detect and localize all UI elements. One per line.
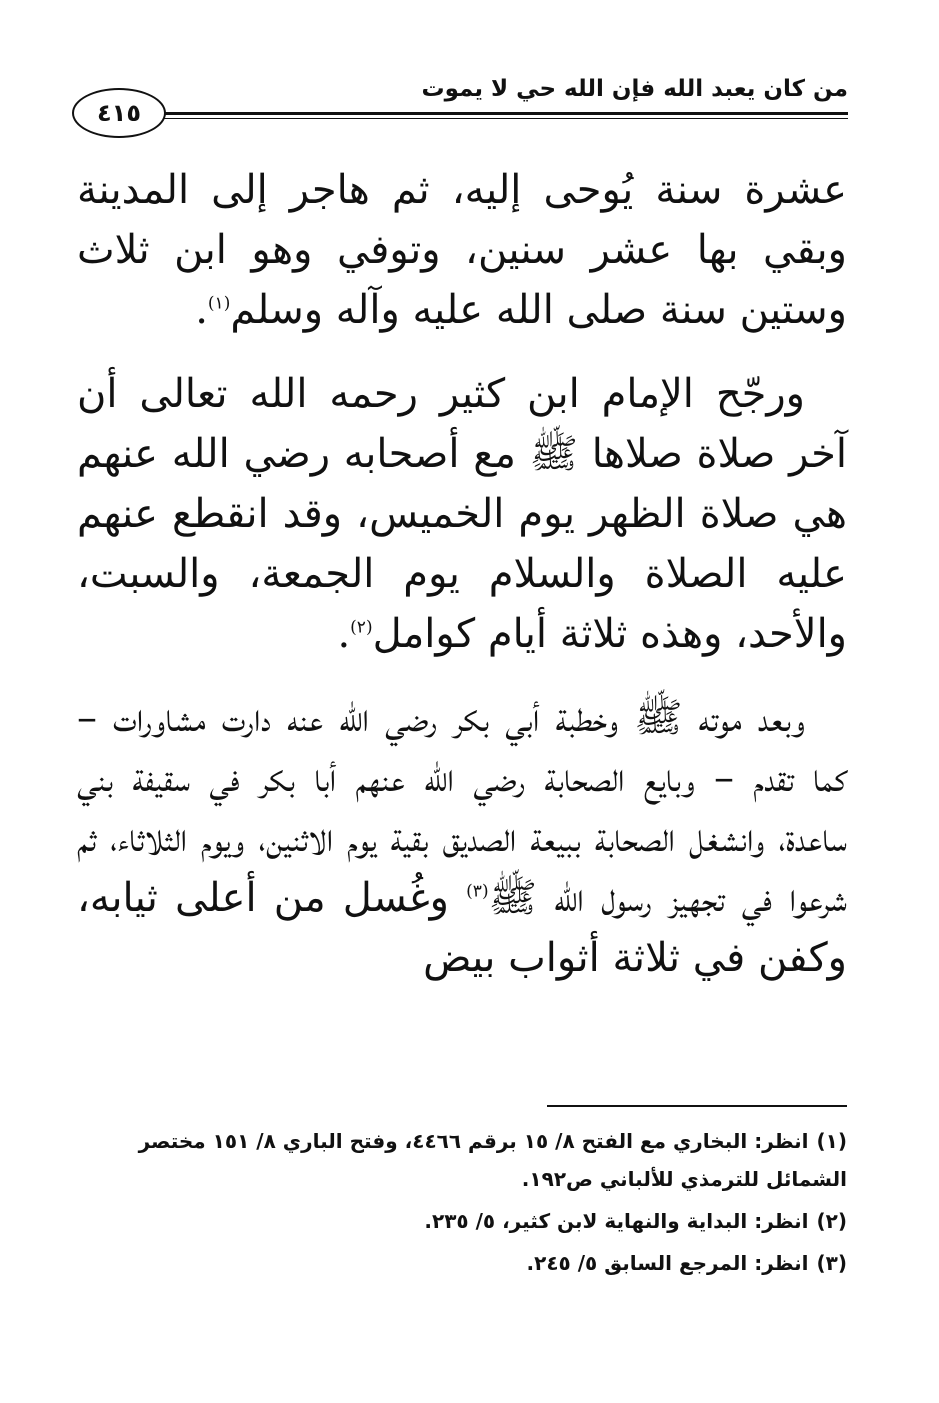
footnote-number: (١): [816, 1129, 847, 1153]
footnote-text: انظر: البخاري مع الفتح ٨/ ١٥ برقم ٤٤٦٦، وفتح الباري ٨/ ١٥١ مختصر الشمائل للترمذي للألباني ص١٩٢.: [138, 1129, 847, 1191]
footnote: [77, 1244, 847, 1282]
footnote-separator: [547, 1105, 847, 1107]
footnote: [77, 1202, 847, 1240]
paragraph-text: عشرة سنة يُوحى إليه، ثم هاجر إلى المدينة وبقي بها عشر سنين، وتوفي وهو ابن ثلاث وستين سنة صلى الله عليه وآله وسلم: [77, 167, 847, 333]
footnote-number: (٢): [816, 1209, 847, 1233]
footnote-number: (٣): [816, 1251, 847, 1275]
running-title: من كان يعبد الله فإن الله حي لا يموت: [421, 76, 848, 102]
paragraph-end: .: [337, 611, 351, 657]
footnote-text: انظر: البداية والنهاية لابن كثير، ٥/ ٢٣٥.: [424, 1209, 809, 1233]
header-rule-thin: [164, 118, 848, 119]
footnote-ref: (١): [207, 293, 231, 314]
paragraph: [77, 160, 847, 340]
footnote-ref: (٣): [466, 881, 489, 902]
footnotes: [77, 1122, 847, 1286]
footnote-ref: (٢): [350, 617, 373, 638]
paragraph: [77, 364, 847, 664]
footnote-text: انظر: المرجع السابق ٥/ ٢٤٥.: [526, 1251, 809, 1275]
paragraph-end: .: [195, 287, 208, 333]
header-rule-thick: [164, 112, 848, 115]
paragraph: [77, 688, 847, 988]
page-header: [72, 66, 848, 148]
page-number: ٤١٥: [72, 88, 166, 138]
footnote: [77, 1122, 847, 1198]
paragraph-end: وغُسل من أعلى ثيابه، وكفن في ثلاثة أثواب بيض: [77, 875, 847, 981]
main-text: [77, 160, 847, 1012]
paragraph-text: ورجّح الإمام ابن كثير رحمه الله تعالى أن آخر صلاة صلاها ﷺ مع أصحابه رضي الله عنهم هي صلاة الظهر يوم الخميس، وقد انقطع عنهم عليه الصلاة والسلام يوم الجمعة، والسبت، والأحد، وهذه ثلاثة أيام كوامل: [77, 371, 847, 657]
paragraph-text: وبعد موته ﷺ وخطبة أبي بكر رضي الله عنه دارت مشاورات – كما تقدم – وبايع الصحابة رضي الله عنهم أبا بكر في سقيفة بني ساعدة، وانشغل الصحابة ببيعة الصديق بقية يوم الاثنين، ويوم الثلاثاء، ثم شرعوا في تجهيز رسول الله ﷺ: [77, 695, 847, 921]
